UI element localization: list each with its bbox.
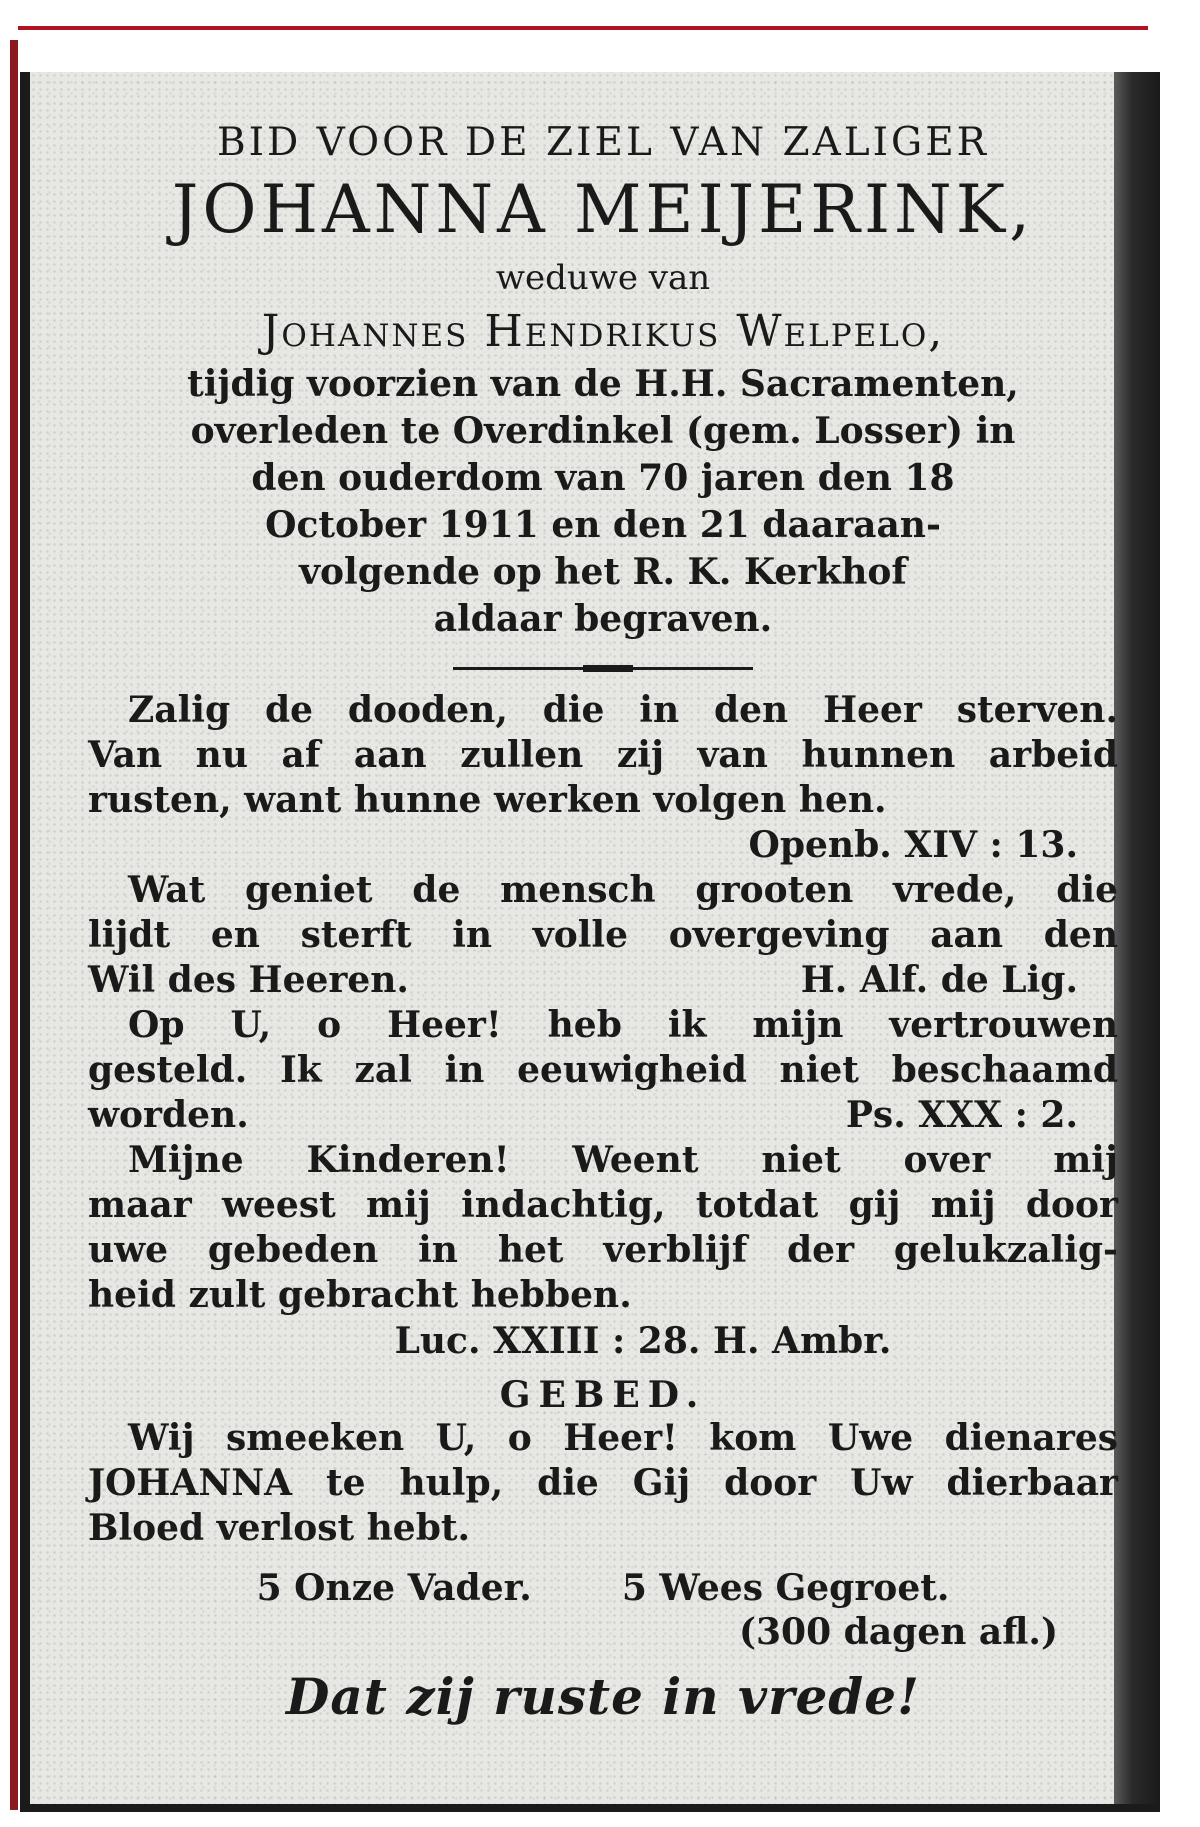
prayer-text [88,1416,1118,1551]
divider-rule [453,667,753,670]
widow-of-label: weduwe van [495,258,711,298]
verse-line: rusten, want hunne werken volgen hen. [88,779,887,821]
bio-line: aldaar begraven. [433,598,773,640]
dark-right-border [1114,72,1160,1804]
verse-3 [88,1003,1118,1138]
verse-line: worden. [88,1094,249,1136]
verse-last-line [88,1093,1118,1138]
verse-line: heid zult gebracht hebben. [88,1274,632,1316]
closing-line: Dat zij ruste in vrede! [286,1667,920,1726]
verse-line: Mijne Kinderen! Weent niet over mij [128,1139,1118,1181]
bio-line: den ouderdom van 70 jaren den 18 [251,457,955,499]
verse-4 [88,1138,1118,1318]
verse-1 [88,688,1118,868]
biography-block [88,361,1118,643]
verse-citation: H. Alf. de Lig. [800,959,1078,1001]
verse-last-line [88,958,1118,1003]
prayer-line: Bloed verlost hebt. [88,1507,471,1549]
verse-line: Wil des Heeren. [88,959,409,1001]
memorial-card [20,72,1160,1812]
verse-citation: Ps. XXX : 2. [845,1094,1078,1136]
prayer-line: JOHANNA te hulp, die Gij door Uw dierbaar [88,1462,1118,1504]
husband-name: Johannes Hendrikus Welpelo, [261,306,945,357]
bio-line: October 1911 en den 21 daaraan- [265,504,941,546]
verse-2 [88,868,1118,1003]
deceased-name: JOHANNA MEIJERINK, [171,171,1035,248]
verse-line: maar weest mij indachtig, totdat gij mij door [88,1184,1118,1226]
red-top-edge [18,26,1148,30]
hail-mary-count: 5 Wees Gegroet. [621,1567,950,1609]
bio-line: volgende op het R. K. Kerkhof [299,551,907,593]
card-content [88,112,1118,1726]
verse-line: Op U, o Heer! heb ik mijn vertrouwen [128,1004,1118,1046]
our-father-count: 5 Onze Vader. [256,1567,532,1609]
red-left-edge [10,40,18,1810]
verse-line: gesteld. Ik zal in eeuwigheid niet beschaamd [88,1049,1118,1091]
verse-line: uwe gebeden in het verblijf der gelukzalig- [88,1229,1118,1271]
bio-line: tijdig voorzien van de H.H. Sacramenten, [187,363,1019,405]
prayer-counts [88,1567,1118,1609]
prayer-heading: GEBED. [499,1374,707,1416]
verse-line: Zalig de dooden, die in den Heer sterven. [128,689,1118,731]
bio-line: overleden te Overdinkel (gem. Losser) in [190,410,1016,452]
verse-citation: Openb. XIV : 13. [748,824,1078,866]
verse-line: Van nu af aan zullen zij van hunnen arbeid [88,734,1118,776]
prayer-line: Wij smeeken U, o Heer! kom Uwe dienares [128,1417,1118,1459]
indulgence-note: (300 dagen afl.) [738,1611,1058,1653]
verse-line: Wat geniet de mensch grooten vrede, die [128,869,1118,911]
verse-citation: Luc. XXIII : 28. H. Ambr. [394,1320,892,1362]
verse-line: lijdt en sterft in volle overgeving aan den [88,914,1118,956]
invocation-heading: BID VOOR DE ZIEL VAN ZALIGER [216,120,990,165]
